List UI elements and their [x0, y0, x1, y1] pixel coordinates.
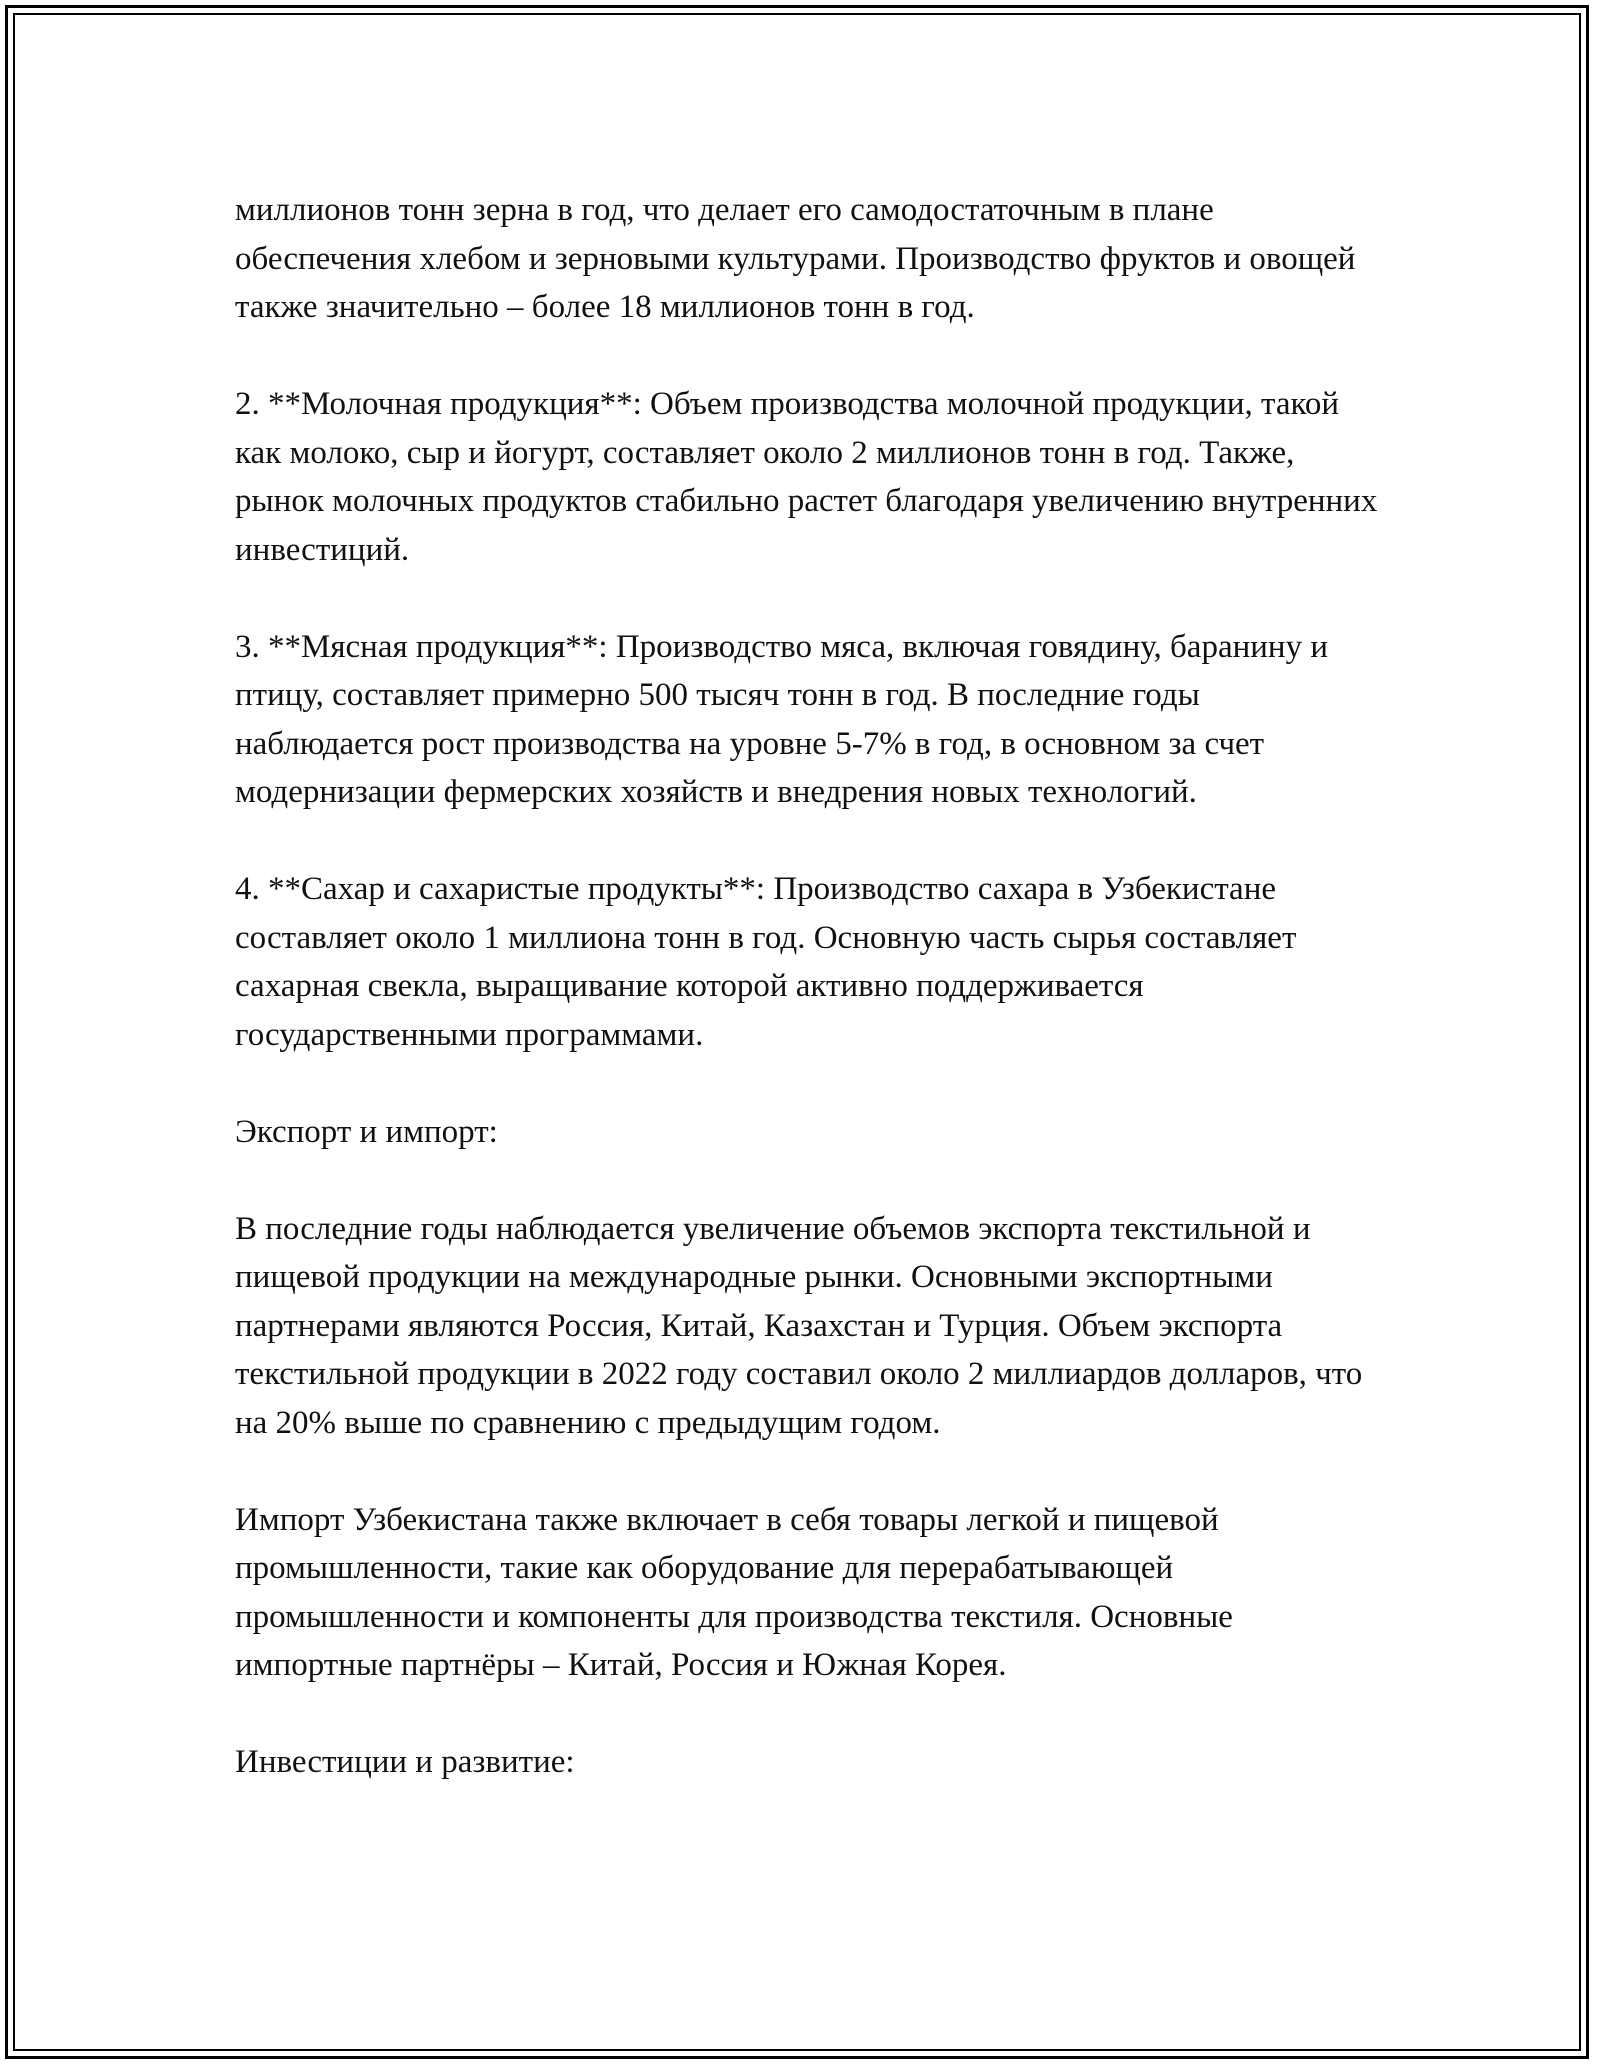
paragraph-import: Импорт Узбекистана также включает в себя товары легкой и пищевой промышленности, такие как оборудование для перерабатывающей промышленности и компоненты для производства текстиля. Основные импортные партнёры – Китай, Россия и Южная Корея.	[235, 1501, 1233, 1683]
paragraph-meat: 3. **Мясная продукция**: Производство мяса, включая говядину, баранину и птицу, составляет примерно 500 тысяч тонн в год. В последние годы наблюдается рост производства на уровне 5-7% в год, в основном за счет модернизации фермерских хозяйств и внедрения новых технологий.	[235, 628, 1328, 810]
paragraph-dairy: 2. **Молочная продукция**: Объем производства молочной продукции, такой как молоко, сыр и йогурт, составляет около 2 миллионов тонн в год. Также, рынок молочных продуктов стабильно растет благодаря увеличению внутренних инвестиций.	[235, 386, 1378, 568]
paragraph-grain-fruit: миллионов тонн зерна в год, что делает его самодостаточным в плане обеспечения хлебом и зерновыми культурами. Производство фруктов и овощей также значительно – более 18 миллионов тонн в год.	[235, 192, 1356, 325]
paragraph-sugar: 4. **Сахар и сахаристые продукты**: Производство сахара в Узбекистане составляет около 1 миллиона тонн в год. Основную часть сырья составляет сахарная свекла, выращивание которой активно поддерживается государственными программами.	[235, 871, 1297, 1053]
paragraph-export: В последние годы наблюдается увеличение объемов экспорта текстильной и пищевой продукции на международные рынки. Основными экспортными партнерами являются Россия, Китай, Казахстан и Турция. Объем экспорта текстильной продукции в 2022 году составил около 2 миллиардов долларов, что на 20% выше по сравнению с предыдущим годом.	[235, 1210, 1363, 1441]
heading-investment: Инвестиции и развитие:	[235, 1744, 575, 1780]
heading-export-import: Экспорт и импорт:	[235, 1113, 498, 1150]
document-body	[235, 186, 1385, 1787]
